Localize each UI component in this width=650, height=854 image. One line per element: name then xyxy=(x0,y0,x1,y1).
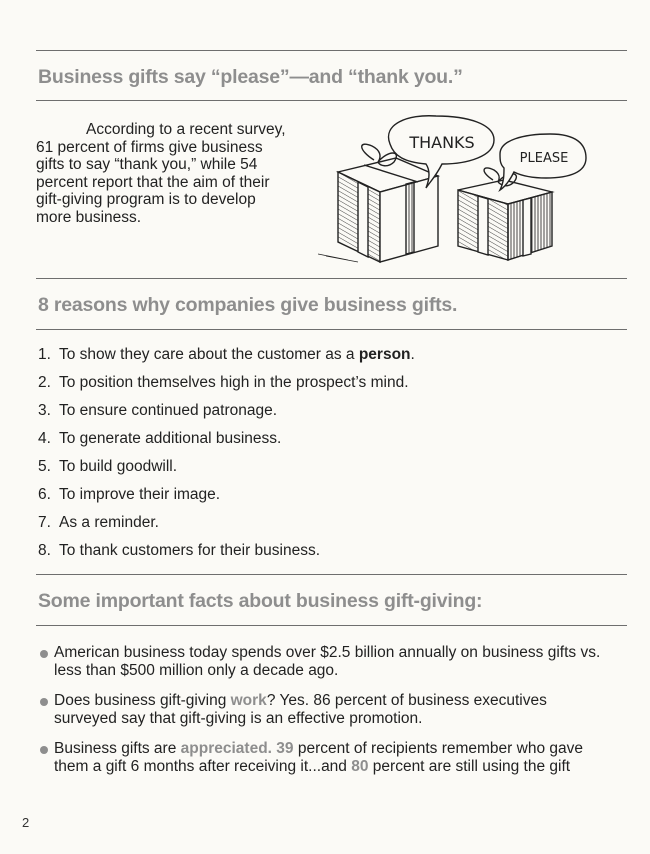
item-text: As a reminder. xyxy=(59,514,159,531)
intro-paragraph xyxy=(36,121,286,227)
item-number: 4. xyxy=(38,430,51,447)
list-item xyxy=(38,401,415,429)
bullet-icon xyxy=(40,698,48,706)
item-text: To build goodwill. xyxy=(59,458,178,475)
list-item xyxy=(38,644,613,679)
list-item xyxy=(38,541,415,569)
item-text: To position themselves high in the prospect’s mind. xyxy=(59,374,409,391)
thanks-label: THANKS xyxy=(409,133,475,152)
bullet-icon xyxy=(40,650,48,658)
item-number: 7. xyxy=(38,514,51,531)
item-bold: person xyxy=(358,346,411,363)
item-number: 5. xyxy=(38,458,51,475)
reasons-list xyxy=(38,345,415,569)
item-number: 3. xyxy=(38,402,51,419)
bullet-icon xyxy=(40,746,48,754)
item-number: 1. xyxy=(38,346,51,363)
facts-list xyxy=(38,644,613,788)
item-text: To show they care about the customer as a xyxy=(59,346,359,363)
section-rule xyxy=(36,278,627,279)
item-text: To generate additional business. xyxy=(59,430,282,447)
item-number: 8. xyxy=(38,542,51,559)
fact-text: Does business gift-giving xyxy=(54,692,231,709)
list-item xyxy=(38,485,415,513)
fact-text: Business gifts are xyxy=(54,740,181,757)
list-item xyxy=(38,457,415,485)
fact-text: percent of recipients remember who gave them a gift 6 months after receiving it...and xyxy=(54,740,583,775)
fact-highlight: appreciated. 39 xyxy=(180,740,294,757)
item-after: . xyxy=(410,346,415,363)
section-heading-facts: Some important facts about business gift-giving: xyxy=(38,590,483,612)
gift-boxes-illustration xyxy=(318,110,588,268)
page-number: 2 xyxy=(22,815,30,830)
list-item xyxy=(38,345,415,373)
list-item xyxy=(38,373,415,401)
list-item xyxy=(38,692,613,727)
item-number: 2. xyxy=(38,374,51,391)
fact-text: ? Yes. 86 percent of business executives surveyed say that gift-giving is an effective promotion. xyxy=(54,692,547,727)
top-rule xyxy=(36,50,627,51)
item-text: To thank customers for their business. xyxy=(59,542,321,559)
please-label: PLEASE xyxy=(519,151,569,166)
intro-text: According to a recent survey, 61 percent of firms give business gifts to say “thank you,” while 54 percent report that the aim of their gift-giving program is to develop more business. xyxy=(36,121,286,226)
section-rule xyxy=(36,100,627,101)
list-item xyxy=(38,429,415,457)
fact-text: American business today spends over $2.5 billion annually on business gifts vs. less than $500 million only a decade ago. xyxy=(54,644,601,679)
section-rule xyxy=(36,574,627,575)
item-number: 6. xyxy=(38,486,51,503)
fact-text: percent are still using the gift xyxy=(368,757,571,775)
section-heading-reasons: 8 reasons why companies give business gifts. xyxy=(38,294,458,316)
section-rule xyxy=(36,329,627,330)
item-text: To ensure continued patronage. xyxy=(59,402,278,419)
section-heading-please-thank-you: Business gifts say “please”—and “thank you.” xyxy=(38,66,463,88)
section-rule xyxy=(36,625,627,626)
item-text: To improve their image. xyxy=(59,486,221,503)
fact-highlight: work xyxy=(230,692,267,709)
list-item xyxy=(38,740,613,775)
list-item xyxy=(38,513,415,541)
fact-highlight: 80 xyxy=(351,757,369,775)
